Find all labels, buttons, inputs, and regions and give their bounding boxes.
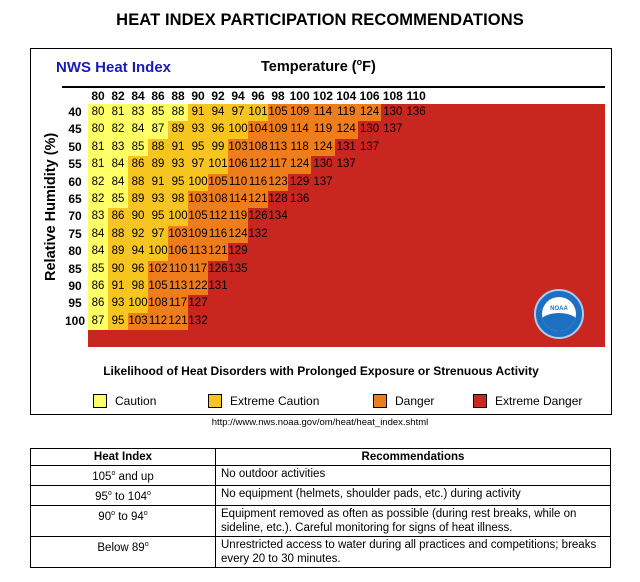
heat-index-cell: 83 <box>128 104 148 121</box>
heat-index-cell: 100 <box>228 121 248 138</box>
heat-index-cell <box>288 295 311 312</box>
heat-index-cell: 91 <box>108 278 128 295</box>
heat-index-cell: 84 <box>128 121 148 138</box>
temperature-header-82: 82 <box>111 89 125 103</box>
heat-index-cell: 130 <box>311 156 334 173</box>
heat-index-cell: 96 <box>128 261 148 278</box>
heat-index-cell: 93 <box>108 295 128 312</box>
temperature-header-106: 106 <box>359 89 380 103</box>
heat-index-cell: 108 <box>248 139 268 156</box>
heat-index-grid <box>62 86 605 353</box>
heat-index-cell: 121 <box>248 191 268 208</box>
legend-caution-label: Caution <box>115 394 157 408</box>
temperature-axis-label: Temperature ($^o$F) <box>261 57 376 75</box>
heat-index-cell: 96 <box>208 121 228 138</box>
heat-index-cell: 89 <box>128 191 148 208</box>
heat-index-cell <box>288 313 311 330</box>
heat-index-cell <box>404 174 427 191</box>
heat-index-cell: 88 <box>148 139 168 156</box>
heat-index-cell <box>311 208 334 225</box>
heat-index-range: 90$^o$ to 94$^o$ <box>31 505 216 536</box>
heat-index-cell: 117 <box>188 261 208 278</box>
heat-index-cell <box>358 295 381 312</box>
legend-danger <box>373 393 434 409</box>
heat-index-cell <box>404 208 427 225</box>
heat-index-cell: 98 <box>168 191 188 208</box>
heat-index-cell: 112 <box>148 313 168 330</box>
recommendations-table <box>30 448 611 568</box>
heat-index-cell: 126 <box>208 261 228 278</box>
heat-index-cell <box>268 243 288 260</box>
heat-index-cell: 86 <box>88 295 108 312</box>
heat-index-cell: 131 <box>335 139 358 156</box>
heat-index-cell <box>248 261 268 278</box>
humidity-label-95: 95 <box>68 296 82 311</box>
heat-index-cell: 103 <box>228 139 248 156</box>
temperature-header-96: 96 <box>251 89 265 103</box>
heat-index-cell: 121 <box>208 243 228 260</box>
temperature-header-90: 90 <box>191 89 205 103</box>
likelihood-label: Likelihood of Heat Disorders with Prolonged Exposure or Strenuous Activity <box>103 364 539 378</box>
heat-index-cell <box>248 278 268 295</box>
heat-index-cell: 108 <box>148 295 168 312</box>
heat-index-cell: 132 <box>248 226 268 243</box>
heat-index-cell: 116 <box>248 174 268 191</box>
heat-index-cell <box>381 226 404 243</box>
legend-extreme-danger <box>473 393 582 409</box>
heat-index-cell: 92 <box>128 226 148 243</box>
heat-index-cell <box>311 313 334 330</box>
humidity-label-80: 80 <box>68 244 82 259</box>
recommendation-text: No equipment (helmets, shoulder pads, etc.) during activity <box>216 485 611 505</box>
heat-index-cell: 84 <box>108 174 128 191</box>
temperature-header-94: 94 <box>231 89 245 103</box>
heat-index-cell: 101 <box>248 104 268 121</box>
heat-index-cell: 85 <box>108 191 128 208</box>
heat-index-cell: 97 <box>148 226 168 243</box>
heat-index-cell: 100 <box>128 295 148 312</box>
recommendation-text: No outdoor activities <box>216 466 611 486</box>
heat-index-range: Below 89$^o$ <box>31 536 216 567</box>
heat-index-cell: 117 <box>268 156 288 173</box>
temperature-header-88: 88 <box>171 89 185 103</box>
heat-index-cell: 85 <box>88 261 108 278</box>
heat-index-row <box>88 313 605 330</box>
heat-index-cell <box>404 261 427 278</box>
heat-index-cell: 100 <box>148 243 168 260</box>
heat-index-cell: 126 <box>248 208 268 225</box>
heat-index-cell: 102 <box>148 261 168 278</box>
heat-index-cell: 84 <box>108 156 128 173</box>
heat-index-cell <box>381 295 404 312</box>
heat-index-cell: 127 <box>188 295 208 312</box>
extreme-danger-swatch <box>473 394 487 408</box>
caution-swatch <box>93 394 107 408</box>
temperature-header-80: 80 <box>91 89 105 103</box>
heat-index-cell: 136 <box>404 104 427 121</box>
heat-index-cell <box>311 295 334 312</box>
heat-index-cell: 88 <box>168 104 188 121</box>
temperature-header-84: 84 <box>131 89 145 103</box>
heat-index-cell: 128 <box>268 191 288 208</box>
humidity-label-65: 65 <box>68 191 82 206</box>
heat-index-cell <box>381 208 404 225</box>
heat-index-cell <box>404 156 427 173</box>
heat-index-cell: 114 <box>288 121 311 138</box>
heat-index-row <box>88 278 605 295</box>
heat-index-cell: 87 <box>88 313 108 330</box>
humidity-label-100: 100 <box>64 313 86 328</box>
heat-index-cell <box>311 278 334 295</box>
humidity-label-60: 60 <box>68 174 82 189</box>
heat-index-cell: 130 <box>381 104 404 121</box>
heat-index-cell: 134 <box>268 208 288 225</box>
heat-index-cell <box>208 313 228 330</box>
heat-index-cell <box>288 243 311 260</box>
heat-index-cell <box>358 243 381 260</box>
heat-index-cell: 85 <box>128 139 148 156</box>
heat-index-cell: 95 <box>168 174 188 191</box>
heat-index-cell <box>335 261 358 278</box>
heat-index-cell: 89 <box>168 121 188 138</box>
heat-index-cell: 112 <box>208 208 228 225</box>
heat-index-cell <box>404 295 427 312</box>
heat-index-row <box>88 139 605 156</box>
heat-index-cell: 97 <box>188 156 208 173</box>
table-row <box>31 536 611 567</box>
heat-index-cell <box>335 191 358 208</box>
heat-index-row <box>88 191 605 208</box>
temperature-header-86: 86 <box>151 89 165 103</box>
recommendation-text: Equipment removed as often as possible (during rest breaks, while on sideline, etc.). Careful monitoring for signs of heat illness. <box>216 505 611 536</box>
heat-index-cell: 100 <box>168 208 188 225</box>
temperature-header-92: 92 <box>211 89 225 103</box>
humidity-label-70: 70 <box>68 209 82 224</box>
heat-index-cell: 124 <box>358 104 381 121</box>
heat-index-cell: 99 <box>208 139 228 156</box>
heat-index-cell <box>358 174 381 191</box>
heat-index-cell: 95 <box>148 208 168 225</box>
heat-index-cell <box>311 191 334 208</box>
heat-index-header: Heat Index <box>31 449 216 466</box>
heat-index-cell <box>248 313 268 330</box>
heat-index-cell: 105 <box>208 174 228 191</box>
heat-index-cell <box>358 278 381 295</box>
heat-index-cells <box>88 104 605 347</box>
heat-index-cell: 83 <box>88 208 108 225</box>
heat-index-cell <box>268 261 288 278</box>
danger-swatch <box>373 394 387 408</box>
heat-index-cell <box>268 295 288 312</box>
heat-index-cell: 106 <box>228 156 248 173</box>
heat-index-row <box>88 243 605 260</box>
heat-index-cell <box>335 174 358 191</box>
heat-index-cell: 98 <box>128 278 148 295</box>
temperature-header-104: 104 <box>336 89 357 103</box>
heat-index-row <box>88 121 605 138</box>
table-row <box>31 505 611 536</box>
heat-index-cell: 91 <box>168 139 188 156</box>
heat-index-cell <box>358 226 381 243</box>
heat-index-cell <box>404 226 427 243</box>
heat-index-cell <box>404 313 427 330</box>
heat-index-row <box>88 156 605 173</box>
heat-index-cell: 88 <box>108 226 128 243</box>
table-header-row <box>31 449 611 466</box>
heat-index-cell <box>268 313 288 330</box>
heat-index-cell <box>228 278 248 295</box>
table-row <box>31 485 611 505</box>
heat-index-cell: 82 <box>88 174 108 191</box>
heat-index-cell: 124 <box>288 156 311 173</box>
temperature-header-110: 110 <box>406 89 426 103</box>
heat-index-cell: 84 <box>88 226 108 243</box>
heat-index-cell: 83 <box>108 139 128 156</box>
heat-index-cell: 110 <box>168 261 188 278</box>
heat-index-cell: 95 <box>108 313 128 330</box>
heat-index-cell: 109 <box>188 226 208 243</box>
humidity-label-50: 50 <box>68 139 82 154</box>
legend-danger-label: Danger <box>395 394 435 408</box>
heat-index-cell: 112 <box>248 156 268 173</box>
heat-index-cell: 130 <box>358 121 381 138</box>
legend-extreme-danger-label: Extreme Danger <box>495 394 583 408</box>
heat-index-cell: 82 <box>88 191 108 208</box>
heat-index-range: 95$^o$ to 104$^o$ <box>31 485 216 505</box>
heat-index-cell: 91 <box>148 174 168 191</box>
heat-index-cell: 81 <box>88 156 108 173</box>
heat-index-cell <box>404 243 427 260</box>
heat-index-cell: 113 <box>188 243 208 260</box>
heat-index-cell: 93 <box>168 156 188 173</box>
heat-index-cell <box>358 156 381 173</box>
heat-index-cell <box>288 226 311 243</box>
heat-index-cell: 94 <box>208 104 228 121</box>
heat-index-cell: 137 <box>335 156 358 173</box>
heat-index-cell: 121 <box>168 313 188 330</box>
heat-index-cell: 93 <box>148 191 168 208</box>
heat-index-cell: 86 <box>88 278 108 295</box>
heat-index-cell: 81 <box>88 139 108 156</box>
heat-index-range: 105$^o$ and up <box>31 466 216 486</box>
temperature-header-98: 98 <box>271 89 285 103</box>
heat-index-cell: 118 <box>288 139 311 156</box>
heat-index-cell: 105 <box>148 278 168 295</box>
heat-index-cell: 82 <box>108 121 128 138</box>
humidity-label-90: 90 <box>68 278 82 293</box>
heat-index-cell: 97 <box>228 104 248 121</box>
heat-index-cell <box>381 243 404 260</box>
heat-index-cell <box>288 208 311 225</box>
heat-index-row <box>88 295 605 312</box>
heat-index-cell: 135 <box>228 261 248 278</box>
heat-index-cell <box>228 313 248 330</box>
heat-index-cell <box>268 278 288 295</box>
heat-index-cell: 105 <box>268 104 288 121</box>
heat-index-cell: 113 <box>268 139 288 156</box>
heat-index-cell: 93 <box>188 121 208 138</box>
heat-index-cell <box>358 261 381 278</box>
heat-index-cell: 90 <box>108 261 128 278</box>
humidity-labels <box>62 104 88 330</box>
heat-index-cell: 86 <box>108 208 128 225</box>
heat-index-cell: 119 <box>335 104 358 121</box>
heat-index-cell: 136 <box>288 191 311 208</box>
heat-index-cell: 104 <box>248 121 268 138</box>
heat-index-cell: 123 <box>268 174 288 191</box>
heat-index-cell <box>311 261 334 278</box>
heat-index-cell: 103 <box>188 191 208 208</box>
heat-index-cell: 124 <box>335 121 358 138</box>
heat-index-cell: 103 <box>128 313 148 330</box>
heat-index-cell <box>335 208 358 225</box>
heat-index-cell <box>288 278 311 295</box>
heat-index-cell: 90 <box>128 208 148 225</box>
heat-index-cell: 129 <box>228 243 248 260</box>
heat-index-cell <box>381 191 404 208</box>
recommendation-text: Unrestricted access to water during all practices and competitions; breaks every 20 to 30 minutes. <box>216 536 611 567</box>
heat-index-cell <box>381 313 404 330</box>
source-url: http://www.nws.noaa.gov/om/heat/heat_index.shtml <box>211 417 429 428</box>
heat-index-cell <box>288 261 311 278</box>
heat-index-chart <box>30 48 612 415</box>
heat-index-cell: 101 <box>208 156 228 173</box>
heat-index-cell: 124 <box>228 226 248 243</box>
table-row <box>31 466 611 486</box>
heat-index-cell: 137 <box>358 139 381 156</box>
humidity-label-75: 75 <box>68 226 82 241</box>
heat-index-cell <box>381 174 404 191</box>
heat-index-cell <box>358 191 381 208</box>
heat-index-cell: 106 <box>168 243 188 260</box>
heat-index-cell <box>358 313 381 330</box>
heat-index-cell <box>381 278 404 295</box>
heat-index-row <box>88 208 605 225</box>
heat-index-cell <box>335 313 358 330</box>
heat-index-cell <box>311 226 334 243</box>
heat-index-cell <box>404 121 427 138</box>
heat-index-cell <box>335 295 358 312</box>
heat-index-cell <box>381 139 404 156</box>
heat-index-cell: 80 <box>88 121 108 138</box>
heat-index-cell: 103 <box>168 226 188 243</box>
temperature-header-102: 102 <box>312 89 333 103</box>
heat-index-cell: 89 <box>148 156 168 173</box>
heat-index-cell <box>268 226 288 243</box>
heat-index-cell: 119 <box>311 121 334 138</box>
nws-heat-index-title: NWS Heat Index <box>56 59 172 76</box>
heat-index-cell <box>208 295 228 312</box>
heat-index-cell <box>335 278 358 295</box>
heat-index-cell: 95 <box>188 139 208 156</box>
heat-index-cell: 114 <box>228 191 248 208</box>
heat-index-cell: 109 <box>268 121 288 138</box>
heat-index-cell: 110 <box>228 174 248 191</box>
heat-index-cell: 81 <box>108 104 128 121</box>
heat-index-row <box>88 104 605 121</box>
heat-index-cell: 91 <box>188 104 208 121</box>
heat-index-cell: 86 <box>128 156 148 173</box>
page-title: HEAT INDEX PARTICIPATION RECOMMENDATIONS <box>116 11 524 29</box>
temperature-header-108: 108 <box>382 89 403 103</box>
noaa-logo <box>534 289 584 339</box>
heat-index-cell: 129 <box>288 174 311 191</box>
heat-index-cell <box>248 243 268 260</box>
heat-index-cell: 124 <box>311 139 334 156</box>
heat-index-cell: 122 <box>188 278 208 295</box>
humidity-axis-label: Relative Humidity (%) <box>43 132 59 281</box>
heat-index-cell: 84 <box>88 243 108 260</box>
heat-index-cell: 87 <box>148 121 168 138</box>
heat-index-cell: 80 <box>88 104 108 121</box>
heat-index-cell: 119 <box>228 208 248 225</box>
heat-index-row <box>88 261 605 278</box>
heat-index-cell <box>311 243 334 260</box>
heat-index-cell: 88 <box>128 174 148 191</box>
heat-index-cell: 109 <box>288 104 311 121</box>
heat-index-cell: 113 <box>168 278 188 295</box>
temperature-header-100: 100 <box>289 89 310 103</box>
heat-index-cell <box>335 226 358 243</box>
heat-index-cell: 114 <box>311 104 334 121</box>
heat-index-cell: 137 <box>311 174 334 191</box>
heat-index-row <box>88 174 605 191</box>
heat-index-cell: 100 <box>188 174 208 191</box>
heat-index-row <box>88 226 605 243</box>
humidity-label-55: 55 <box>68 157 82 172</box>
noaa-logo-text: NOAA <box>550 306 568 312</box>
heat-index-cell: 116 <box>208 226 228 243</box>
heat-index-cell: 105 <box>188 208 208 225</box>
heat-index-cell <box>335 243 358 260</box>
heat-index-cell: 132 <box>188 313 208 330</box>
heat-index-cell: 117 <box>168 295 188 312</box>
heat-index-cell: 89 <box>108 243 128 260</box>
temperature-header-row <box>88 88 428 104</box>
humidity-label-85: 85 <box>68 261 82 276</box>
heat-index-cell <box>404 139 427 156</box>
humidity-label-40: 40 <box>68 105 82 119</box>
heat-index-cell: 85 <box>148 104 168 121</box>
heat-index-cell <box>381 156 404 173</box>
heat-index-cell <box>228 295 248 312</box>
heat-index-cell <box>404 278 427 295</box>
heat-index-cell <box>404 191 427 208</box>
humidity-label-45: 45 <box>68 122 82 137</box>
legend-extreme-caution <box>208 393 319 409</box>
heat-index-cell: 108 <box>208 191 228 208</box>
heat-index-cell <box>381 261 404 278</box>
heat-index-cell: 131 <box>208 278 228 295</box>
legend-caution <box>93 393 156 409</box>
legend-extreme-caution-label: Extreme Caution <box>230 394 320 408</box>
heat-index-cell: 137 <box>381 121 404 138</box>
extreme-caution-swatch <box>208 394 222 408</box>
heat-index-cell: 94 <box>128 243 148 260</box>
recommendations-header: Recommendations <box>216 449 611 466</box>
heat-index-cell <box>358 208 381 225</box>
heat-index-cell <box>248 295 268 312</box>
